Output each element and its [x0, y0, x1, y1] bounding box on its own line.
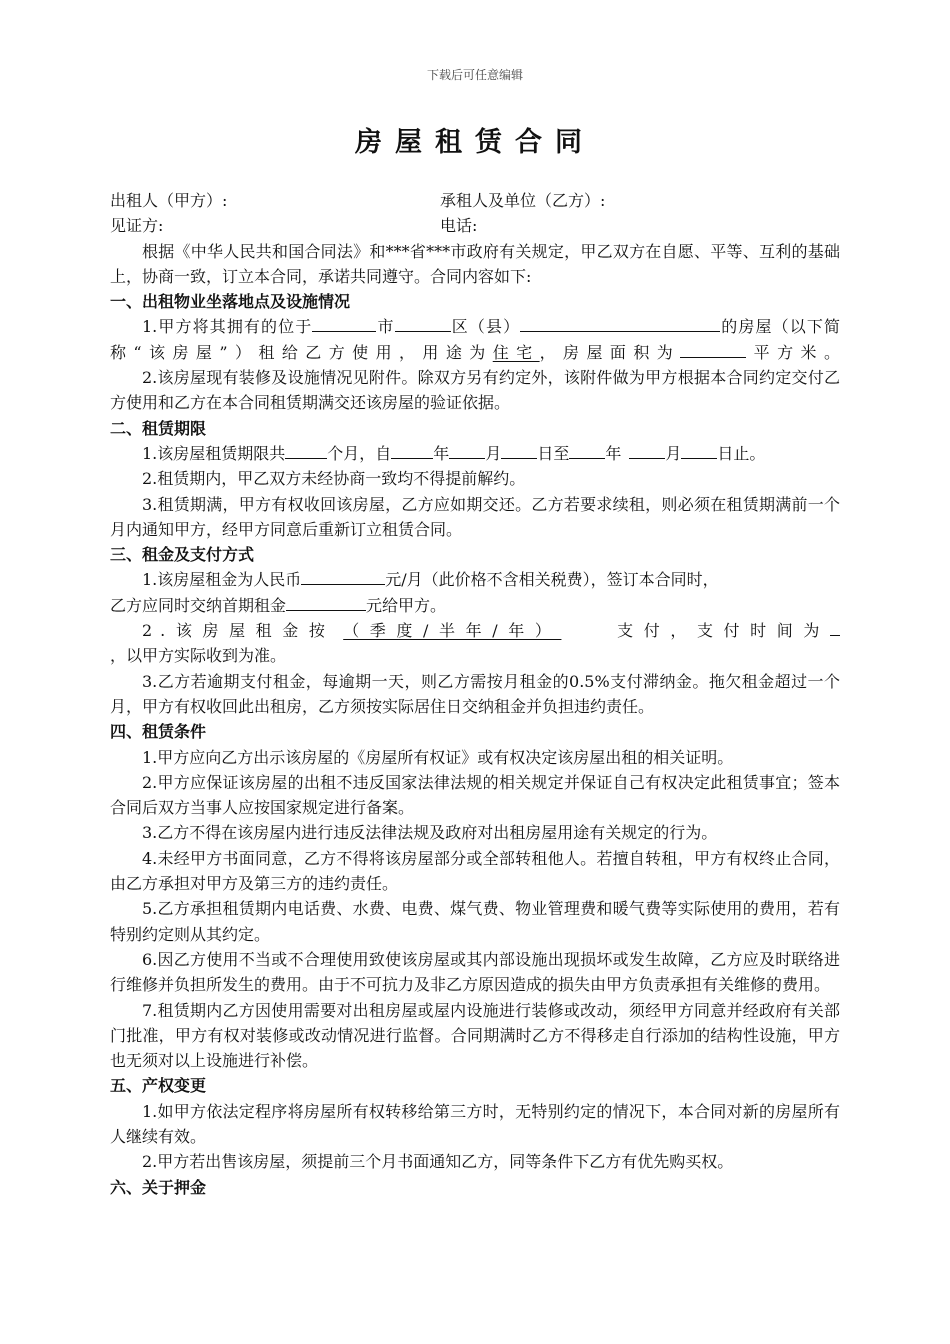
address-blank[interactable] [520, 315, 720, 333]
section-2-heading: 二、租赁期限 [110, 418, 207, 438]
section-1-heading: 一、出租物业坐落地点及设施情况 [110, 292, 351, 312]
area-blank[interactable] [680, 340, 746, 358]
clause-text: 乙方应同时交纳首期租金 [110, 595, 287, 615]
clause-text: 支付，支付时间为 [617, 621, 830, 641]
payment-time-blank[interactable] [830, 618, 840, 636]
section-4-clause-2: 2.甲方应保证该房屋的出租不违反国家法律法规的相关规定并保证自己有权决定此租赁事宜；签本合同后双方当事人应按国家规定进行备案。 [110, 772, 840, 818]
clause-text: 区（县） [450, 317, 521, 337]
section-1-clause-1 [110, 314, 840, 365]
section-2-clause-3: 3.租赁期满，甲方有权收回该房屋，乙方应如期交还。乙方若要求续租，则必须在租赁期满前一个月内通知甲方，经甲方同意后重新订立租赁合同。 [110, 494, 840, 539]
section-3-heading: 三、租金及支付方式 [110, 545, 255, 565]
start-day-blank[interactable] [501, 441, 537, 459]
section-3-clause-3: 3.乙方若逾期支付租金，每逾期一天，则乙方需按月租金的0.5%支付滞纳金。拖欠租金超过一个月，甲方有权收回此出租房，乙方须按实际居住日交纳租金并负担违约责任。 [110, 671, 840, 716]
end-year-blank[interactable] [569, 441, 605, 459]
section-4-clause-4: 4.未经甲方书面同意，乙方不得将该房屋部分或全部转租他人。若擅自转租，甲方有权终止合同，由乙方承担对甲方及第三方的违约责任。 [110, 848, 840, 894]
monthly-rent-blank[interactable] [301, 568, 385, 586]
clause-text: 日止。 [717, 443, 766, 463]
clause-text: 的房屋（以下简称“该房屋”）租给乙方使用，用途为 [110, 317, 840, 362]
district-blank[interactable] [395, 315, 451, 333]
lessee-label: 承租人及单位（乙方）: [440, 191, 606, 210]
clause-text: 2.该房屋租金按 [142, 621, 336, 641]
clause-text: 月 [665, 443, 682, 463]
clause-text: 月 [485, 443, 502, 463]
witness-row [110, 213, 840, 238]
section-2-clause-1 [110, 441, 840, 466]
clause-text: 1.甲方将其拥有的位于 [142, 317, 313, 337]
section-4-clause-7: 7.租赁期内乙方因使用需要对出租房屋或屋内设施进行装修或改动，须经甲方同意并经政府有关部门批准，甲方有权对装修或改动情况进行监督。合同期满时乙方不得移走自行添加的结构性设施，甲方也无须对以上设施进行补偿。 [110, 1000, 840, 1071]
clause-text: 个月，自 [327, 443, 392, 463]
start-year-blank[interactable] [391, 441, 433, 459]
section-4-heading: 四、租赁条件 [110, 722, 207, 742]
document-title: 房屋租赁合同 [355, 127, 595, 158]
clause-text: 1.该房屋租金为人民币 [142, 570, 302, 590]
lessor-label: 出租人（甲方）: [110, 191, 228, 210]
end-month-blank[interactable] [629, 441, 665, 459]
clause-text: 1.该房屋租赁期限共 [142, 443, 286, 463]
payment-period-options[interactable]: （季度/半年/年） [343, 621, 562, 641]
clause-text: 市 [376, 317, 395, 337]
clause-text: 平方米。 [746, 342, 840, 362]
phone-label: 电话: [440, 216, 478, 236]
intro-paragraph: 根据《中华人民共和国合同法》和***省***市政府有关规定，甲乙双方在自愿、平等、互利的基础上，协商一致，订立本合同，承诺共同遵守。合同内容如下: [110, 241, 840, 286]
party-row [110, 188, 840, 213]
section-2-clause-2: 2.租赁期内，甲乙双方未经协商一致均不得提前解约。 [142, 469, 526, 489]
section-4-clause-1: 1.甲方应向乙方出示该房屋的《房屋所有权证》或有权决定该房屋出租的相关证明。 [142, 747, 734, 767]
clause-text: 元/月（此价格不含相关税费），签订本合同时， [385, 570, 719, 590]
use-value: 住宅 [492, 342, 540, 362]
start-month-blank[interactable] [449, 441, 485, 459]
section-4-clause-3: 3.乙方不得在该房屋内进行违反法律法规及政府对出租房屋用途有关规定的行为。 [142, 823, 718, 843]
section-4-clause-5: 5.乙方承担租赁期内电话费、水费、电费、煤气费、物业管理费和暖气费等实际使用的费用，若有特别约定则从其约定。 [110, 899, 840, 944]
section-1-clause-2: 2.该房屋现有装修及设施情况见附件。除双方另有约定外，该附件做为甲方根据本合同约定交付乙方使用和乙方在本合同租赁期满交还该房屋的验证依据。 [110, 368, 840, 413]
section-4-clause-6: 6.因乙方使用不当或不合理使用致使该房屋或其内部设施出现损坏或发生故障，乙方应及时联络进行维修并负担所发生的费用。由于不可抗力及非乙方原因造成的损失由甲方负责承担有关维修的费用。 [110, 949, 840, 995]
clause-text: 年 [605, 443, 622, 463]
section-3-clause-1-cont [110, 593, 840, 618]
witness-label: 见证方: [110, 216, 164, 236]
section-3-clause-2-cont: ，以甲方实际收到为准。 [110, 646, 287, 666]
section-5-clause-1: 1.如甲方依法定程序将房屋所有权转移给第三方时，无特别约定的情况下，本合同对新的房屋所有人继续有效。 [110, 1101, 840, 1146]
end-day-blank[interactable] [681, 441, 717, 459]
clause-text: ，房屋面积为 [539, 342, 681, 362]
city-blank[interactable] [312, 315, 376, 333]
months-blank[interactable] [285, 441, 327, 459]
clause-text: 年 [433, 443, 450, 463]
section-3-clause-2 [110, 618, 840, 643]
contract-body [110, 188, 840, 1200]
section-6-heading: 六、关于押金 [110, 1177, 207, 1197]
clause-text: 元给甲方。 [366, 595, 447, 615]
section-3-clause-1 [110, 567, 840, 592]
section-5-heading: 五、产权变更 [110, 1076, 207, 1096]
section-5-clause-2: 2.甲方若出售该房屋，须提前三个月书面通知乙方，同等条件下乙方有优先购买权。 [142, 1152, 734, 1172]
clause-text: 日至 [537, 443, 570, 463]
first-rent-blank[interactable] [286, 593, 366, 611]
header-note: 下载后可任意编辑 [426, 68, 523, 82]
